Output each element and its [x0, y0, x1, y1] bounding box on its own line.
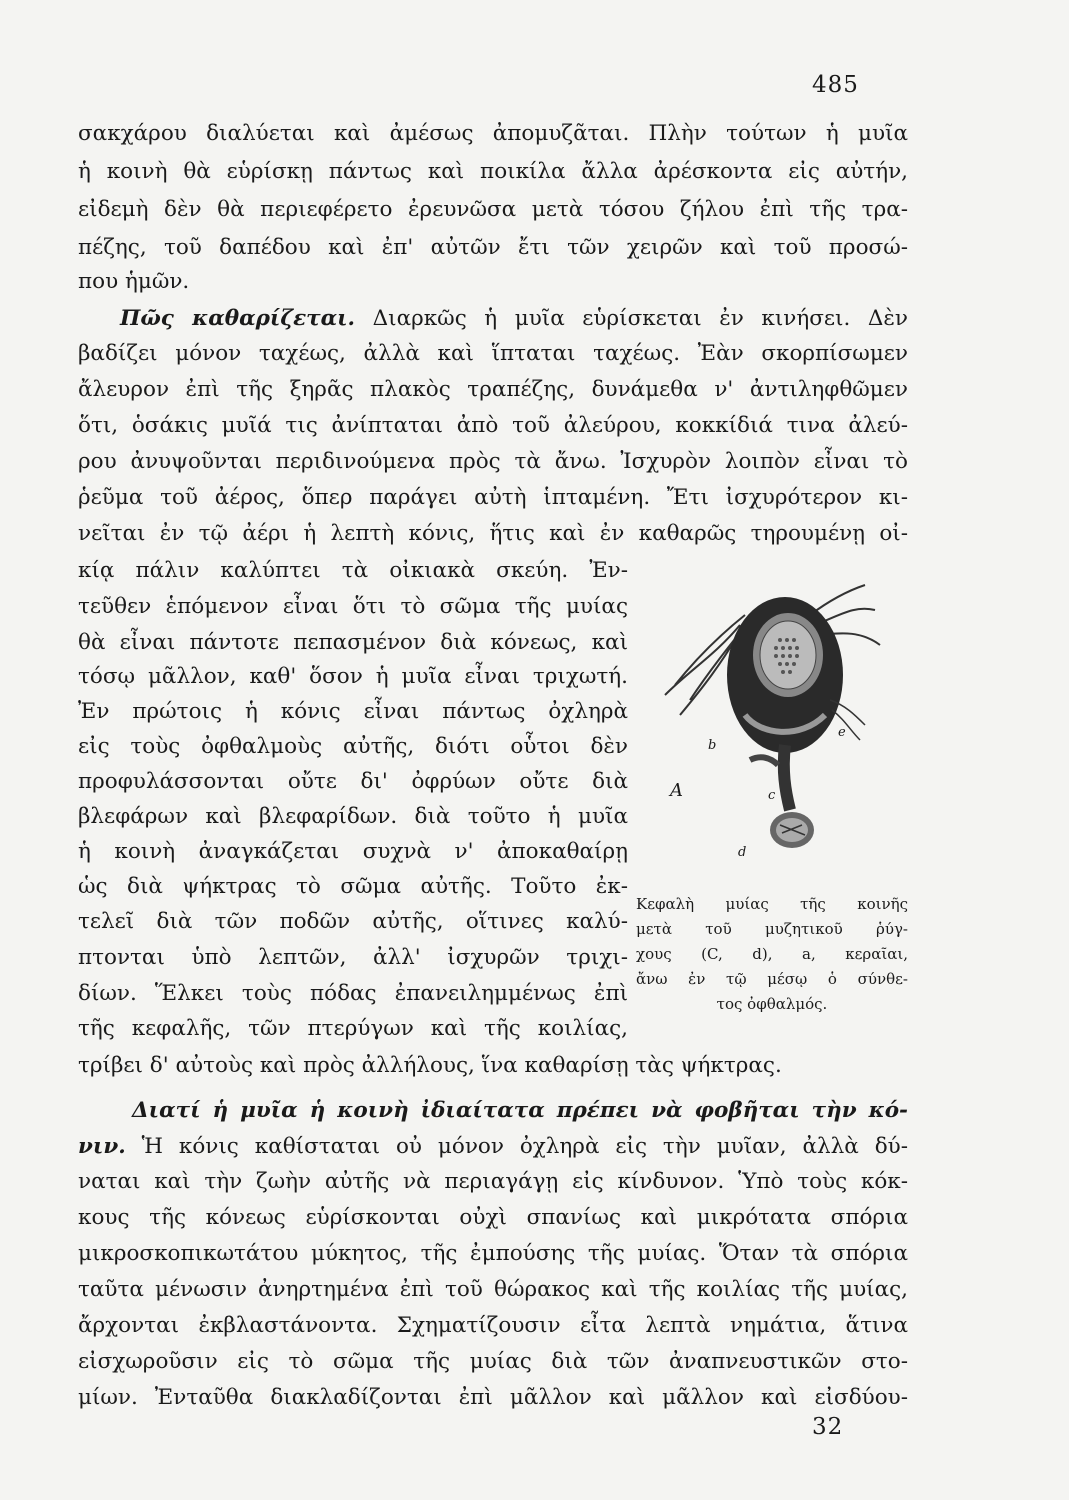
caption-line: μετὰ τοῦ μυζητικοῦ ῥύγ-	[636, 920, 908, 938]
section-1-first-line	[120, 305, 908, 333]
text-line: ὡς διὰ ψήκτρας τὸ σῶμα αὐτῆς. Τοῦτο ἐκ-	[78, 874, 628, 899]
caption-line: χους (C, d), a, κεραῖαι,	[636, 945, 908, 963]
text-line: τόσῳ μᾶλλον, καθ' ὅσον ἡ μυῖα εἶναι τριχωτή.	[78, 664, 628, 689]
text-line: εἰσχωροῦσιν εἰς τὸ σῶμα τῆς μυίας διὰ τῶν ἀναπνευστικῶν στο-	[78, 1349, 908, 1374]
fly-head-figure	[650, 575, 890, 865]
section-1-heading: Πῶς καθαρίζεται.	[120, 306, 356, 331]
text-line: ἡ κοινὴ θὰ εὑρίσκῃ πάντως καὶ ποικίλα ἄλλα ἀρέσκοντα εἰς αὐτήν,	[78, 159, 908, 184]
caption-line: ἄνω ἐν τῷ μέσῳ ὁ σύνθε-	[636, 970, 908, 988]
text-line: εἰς τοὺς ὀφθαλμοὺς αὐτῆς, διότι οὗτοι δὲν	[78, 734, 628, 759]
text-line: ἄρχονται ἐκβλαστάνοντα. Σχηματίζουσιν εἶτα λεπτὰ νημάτια, ἅτινα	[78, 1313, 908, 1338]
text-line: τῆς κεφαλῆς, τῶν πτερύγων καὶ τῆς κοιλίας,	[78, 1016, 628, 1041]
section-2-second-line	[78, 1133, 908, 1161]
caption-line: Κεφαλὴ μυίας τῆς κοινῆς	[636, 895, 908, 913]
text-line: Ἐν πρώτοις ἡ κόνις εἶναι πάντως ὀχληρὰ	[78, 699, 628, 724]
section-2-heading-line: Διατί ἡ μυῖα ἡ κοινὴ ἰδιαίτατα πρέπει νὰ φοβῆται τὴν κό-	[132, 1098, 908, 1123]
text-line: θὰ εἶναι πάντοτε πεπασμένον διὰ κόνεως, καὶ	[78, 630, 628, 655]
caption-line: τος ὀφθαλμός.	[716, 995, 828, 1013]
text-line: ἡ κοινὴ ἀναγκάζεται συχνὰ ν' ἀποκαθαίρῃ	[78, 839, 628, 864]
section-2-heading-end: νιν.	[78, 1134, 126, 1159]
text-line: ρου ἀνυψοῦνται περιδινούμενα πρὸς τὰ ἄνω. Ἰσχυρὸν λοιπὸν εἶναι τὸ	[78, 449, 908, 474]
signature-number: 32	[812, 1414, 844, 1440]
page-number: 485	[812, 72, 859, 98]
text-line: ῥεῦμα τοῦ ἀέρος, ὅπερ παράγει αὐτὴ ἱπταμένη. Ἔτι ἰσχυρότερον κι-	[78, 485, 908, 510]
figure-label-e: e	[838, 725, 846, 740]
text-line: νεῖται ἐν τῷ ἀέρι ἡ λεπτὴ κόνις, ἥτις καὶ ἐν καθαρῶς τηρουμένῃ οἰ-	[78, 521, 908, 546]
text-line: ἄλευρον ἐπὶ τῆς ξηρᾶς πλακὸς τραπέζης, δυνάμεθα ν' ἀντιληφθῶμεν	[78, 377, 908, 402]
text-line: μικροσκοπικωτάτου μύκητος, τῆς ἐμπούσης τῆς μυίας. Ὅταν τὰ σπόρια	[78, 1241, 908, 1266]
text-line: κους τῆς κόνεως εὑρίσκονται οὐχὶ σπανίως καὶ μικρότατα σπόρια	[78, 1205, 908, 1230]
figure-label-a: A	[670, 780, 683, 801]
text-line: πτονται ὑπὸ λεπτῶν, ἀλλ' ἰσχυρῶν τριχι-	[78, 945, 628, 970]
text-line: Διαρκῶς ἡ μυῖα εὑρίσκεται ἐν κινήσει. Δὲν	[372, 306, 908, 331]
text-line: πέζης, τοῦ δαπέδου καὶ ἐπ' αὐτῶν ἔτι τῶν χειρῶν καὶ τοῦ προσώ-	[78, 235, 908, 260]
text-line: εἰδεμὴ δὲν θὰ περιεφέρετο ἐρευνῶσα μετὰ τόσου ζήλου ἐπὶ τῆς τρα-	[78, 197, 908, 222]
text-line: σακχάρου διαλύεται καὶ ἀμέσως ἀπομυζᾶται. Πλὴν τούτων ἡ μυῖα	[78, 121, 908, 146]
text-line: βλεφάρων καὶ βλεφαρίδων. διὰ τοῦτο ἡ μυῖα	[78, 804, 628, 829]
text-line: βαδίζει μόνον ταχέως, ἀλλὰ καὶ ἵπταται ταχέως. Ἐὰν σκορπίσωμεν	[78, 341, 908, 366]
figure-label-b: b	[708, 738, 717, 753]
figure-caption	[636, 892, 908, 1017]
text-line: προφυλάσσονται οὔτε δι' ὀφρύων οὔτε διὰ	[78, 769, 628, 794]
text-line: κίᾳ πάλιν καλύπτει τὰ οἰκιακὰ σκεύη. Ἐν-	[78, 558, 628, 583]
text-line: τεῦθεν ἑπόμενον εἶναι ὅτι τὸ σῶμα τῆς μυίας	[78, 594, 628, 619]
text-line: τρίβει δ' αὐτοὺς καὶ πρὸς ἀλλήλους, ἵνα καθαρίσῃ τὰς ψήκτρας.	[78, 1053, 782, 1078]
text-line: ὅτι, ὁσάκις μυῖά τις ἀνίπταται ἀπὸ τοῦ ἀλεύρου, κοκκίδιά τινα ἀλεύ-	[78, 413, 908, 438]
text-line: τελεῖ διὰ τῶν ποδῶν αὐτῆς, οἵτινες καλύ-	[78, 909, 628, 934]
text-line: ταῦτα μένωσιν ἀνηρτημένα ἐπὶ τοῦ θώρακος καὶ τῆς κοιλίας τῆς μυίας,	[78, 1277, 908, 1302]
figure-label-c: c	[768, 788, 776, 803]
text-line: δίων. Ἕλκει τοὺς πόδας ἐπανειλημμένως ἐπὶ	[78, 981, 628, 1006]
text-line: Ἡ κόνις καθίσταται οὐ μόνον ὀχληρὰ εἰς τὴν μυῖαν, ἀλλὰ δύ-	[141, 1134, 909, 1159]
text-line: μίων. Ἐνταῦθα διακλαδίζονται ἐπὶ μᾶλλον καὶ μᾶλλον καὶ εἰσδύου-	[78, 1385, 908, 1410]
fly-head-illustration	[650, 575, 890, 865]
text-line: που ἡμῶν.	[78, 269, 190, 294]
text-line: ναται καὶ τὴν ζωὴν αὐτῆς νὰ περιαγάγῃ εἰς κίνδυνον. Ὑπὸ τοὺς κόκ-	[78, 1169, 908, 1194]
figure-label-d: d	[738, 845, 747, 860]
